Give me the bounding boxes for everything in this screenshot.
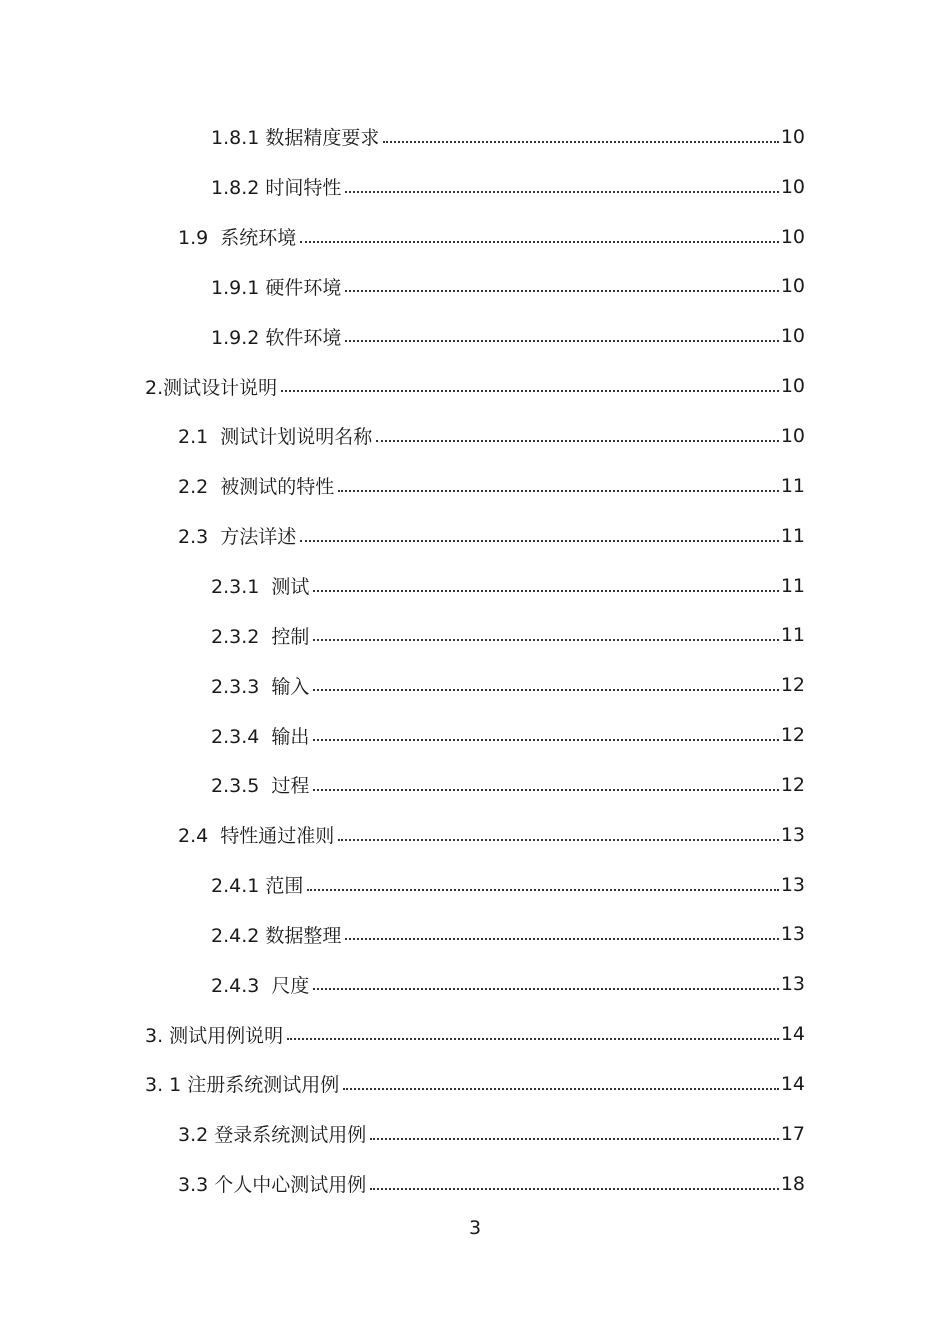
- toc-dot-leader: [383, 141, 778, 143]
- toc-dot-leader: [300, 540, 779, 542]
- toc-entry-2-3[interactable]: [0, 511, 950, 561]
- toc-entry-page: 12: [780, 674, 805, 697]
- toc-entry-1-8-1[interactable]: [0, 112, 950, 162]
- toc-entry-title: 1.9.2 软件环境: [211, 326, 342, 349]
- toc-entry-title: 1.9.1 硬件环境: [211, 276, 342, 299]
- toc-entry-title: 2.3.5 过程: [211, 775, 310, 798]
- toc-entry-title: 1.9 系统环境: [178, 227, 297, 250]
- toc-entry-title: 2.3.4 输出: [211, 725, 310, 748]
- toc-dot-leader: [345, 340, 778, 342]
- toc-dot-leader: [370, 1188, 779, 1190]
- toc-dot-leader: [345, 290, 778, 292]
- toc-entry-title: 2.3.1 测试: [211, 576, 310, 599]
- toc-entry-page: 18: [780, 1172, 805, 1195]
- toc-entry-3-2[interactable]: [0, 1109, 950, 1159]
- toc-entry-page: 12: [780, 724, 805, 747]
- toc-entry-2-4-3[interactable]: [0, 959, 950, 1009]
- toc-entry-title: 2.4.2 数据整理: [211, 924, 342, 947]
- toc-entry-title: 2.测试设计说明: [145, 376, 278, 399]
- toc-dot-leader: [287, 1038, 779, 1040]
- toc-entry-2-4[interactable]: [0, 810, 950, 860]
- toc-dot-leader: [345, 938, 778, 940]
- toc-dot-leader: [313, 590, 778, 592]
- toc-entry-page: 13: [780, 973, 805, 996]
- toc-entry-2-3-1[interactable]: [0, 561, 950, 611]
- toc-entry-page: 10: [780, 325, 805, 348]
- toc-entry-page: 17: [780, 1122, 805, 1145]
- toc-entry-page: 10: [780, 375, 805, 398]
- toc-dot-leader: [338, 490, 779, 492]
- toc-dot-leader: [370, 1138, 779, 1140]
- toc-entry-page: 10: [780, 125, 805, 148]
- toc-entry-2-3-4[interactable]: [0, 710, 950, 760]
- toc-entry-1-8-2[interactable]: [0, 162, 950, 212]
- toc-entry-title: 2.3.2 控制: [211, 625, 310, 648]
- toc-entry-1-9[interactable]: [0, 212, 950, 262]
- toc-entry-page: 11: [780, 524, 805, 547]
- toc-entry-1-9-2[interactable]: [0, 311, 950, 361]
- toc-dot-leader: [313, 988, 778, 990]
- toc-entry-page: 14: [780, 1072, 805, 1095]
- toc-dot-leader: [313, 689, 778, 691]
- toc-dot-leader: [313, 789, 778, 791]
- toc-dot-leader: [313, 639, 778, 641]
- toc-entry-title: 3. 1 注册系统测试用例: [145, 1074, 340, 1097]
- toc-entry-1-9-1[interactable]: [0, 262, 950, 312]
- toc-dot-leader: [281, 390, 779, 392]
- toc-entry-page: 13: [780, 873, 805, 896]
- toc-entry-page: 11: [780, 624, 805, 647]
- toc-entry-page: 13: [780, 823, 805, 846]
- page-number: 3: [468, 1217, 482, 1239]
- toc-entry-3[interactable]: [0, 1009, 950, 1059]
- table-of-contents: [0, 112, 950, 1209]
- toc-entry-title: 2.3.3 输入: [211, 675, 310, 698]
- toc-entry-page: 10: [780, 275, 805, 298]
- toc-entry-2-3-2[interactable]: [0, 610, 950, 660]
- toc-entry-2-1[interactable]: [0, 411, 950, 461]
- toc-entry-2-3-3[interactable]: [0, 660, 950, 710]
- toc-dot-leader: [376, 440, 779, 442]
- toc-entry-title: 2.4.3 尺度: [211, 974, 310, 997]
- toc-entry-page: 13: [780, 923, 805, 946]
- toc-entry-page: 12: [780, 773, 805, 796]
- toc-entry-3-1[interactable]: [0, 1059, 950, 1109]
- toc-dot-leader: [313, 739, 778, 741]
- toc-dot-leader: [307, 889, 778, 891]
- toc-entry-title: 2.4.1 范围: [211, 875, 304, 898]
- toc-entry-3-3[interactable]: [0, 1159, 950, 1209]
- toc-entry-2-4-1[interactable]: [0, 860, 950, 910]
- toc-entry-title: 3.2 登录系统测试用例: [178, 1124, 367, 1147]
- toc-dot-leader: [343, 1088, 779, 1090]
- toc-entry-title: 3. 测试用例说明: [145, 1024, 284, 1047]
- toc-dot-leader: [300, 241, 779, 243]
- toc-entry-page: 11: [780, 474, 805, 497]
- toc-entry-page: 11: [780, 574, 805, 597]
- toc-entry-2-2[interactable]: [0, 461, 950, 511]
- toc-entry-page: 10: [780, 175, 805, 198]
- toc-entry-title: 2.2 被测试的特性: [178, 476, 335, 499]
- toc-entry-2-4-2[interactable]: [0, 910, 950, 960]
- toc-entry-title: 2.3 方法详述: [178, 526, 297, 549]
- toc-entry-title: 3.3 个人中心测试用例: [178, 1174, 367, 1197]
- toc-entry-title: 1.8.1 数据精度要求: [211, 127, 380, 150]
- toc-entry-page: 10: [780, 424, 805, 447]
- toc-entry-page: 10: [780, 225, 805, 248]
- toc-entry-2[interactable]: [0, 361, 950, 411]
- toc-entry-page: 14: [780, 1023, 805, 1046]
- toc-entry-2-3-5[interactable]: [0, 760, 950, 810]
- toc-entry-title: 2.4 特性通过准则: [178, 825, 335, 848]
- toc-entry-title: 2.1 测试计划说明名称: [178, 426, 373, 449]
- toc-dot-leader: [345, 191, 778, 193]
- toc-entry-title: 1.8.2 时间特性: [211, 177, 342, 200]
- toc-dot-leader: [338, 839, 779, 841]
